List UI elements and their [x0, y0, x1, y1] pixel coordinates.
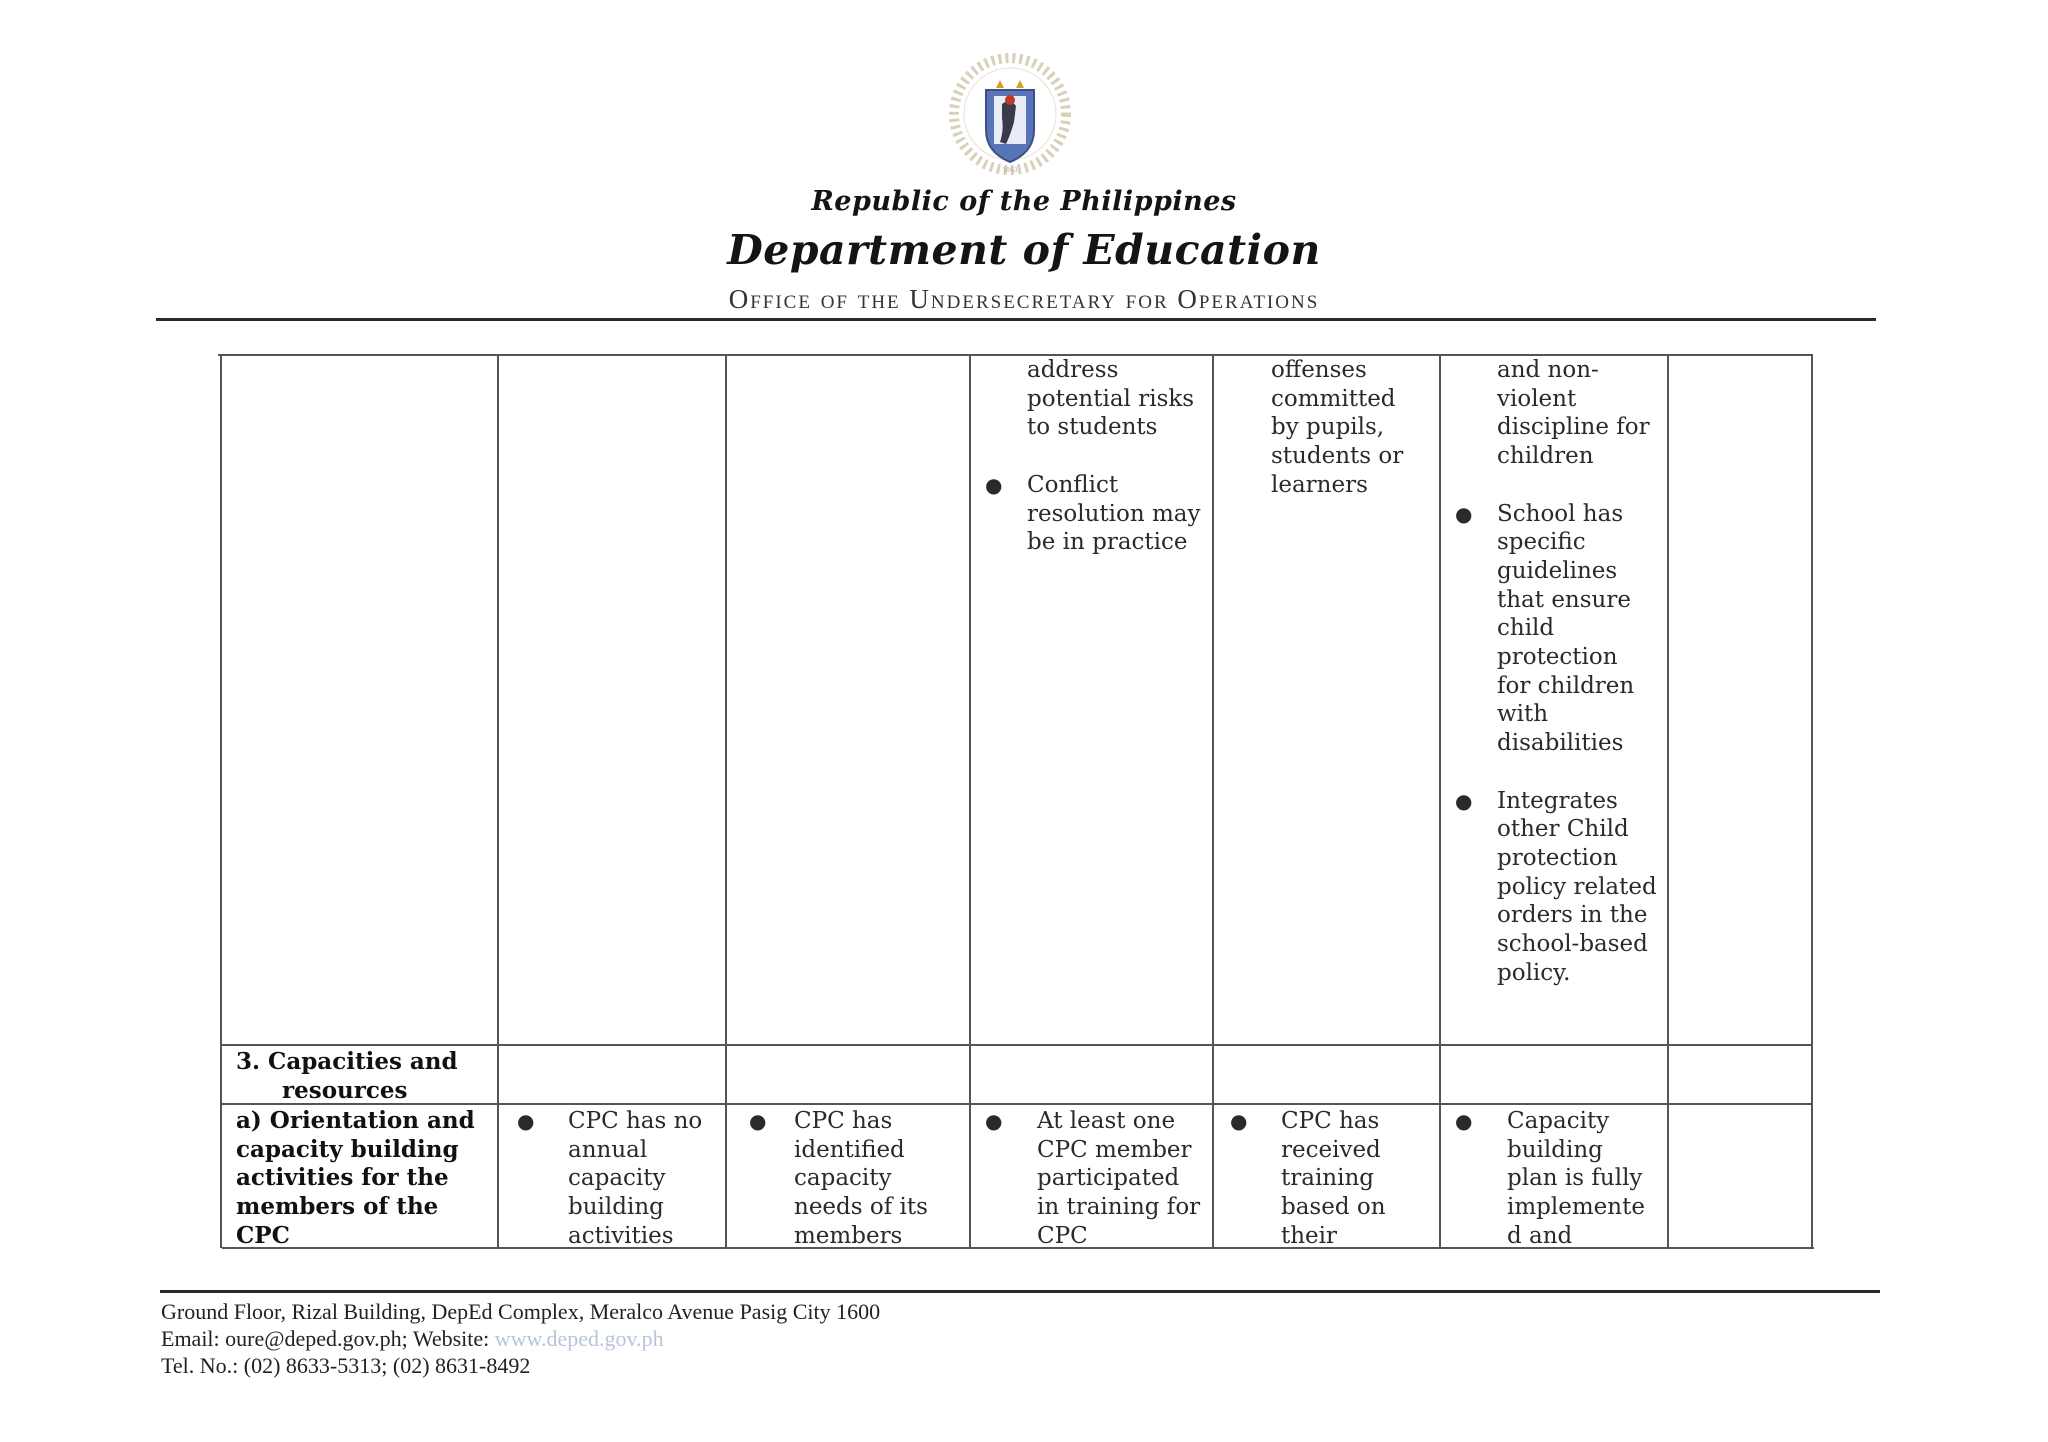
svg-text:1863: 1863 [1002, 167, 1018, 174]
table-cell [517, 1107, 718, 1251]
footer-address: Ground Floor, Rizal Building, DepEd Complex, Meralco Avenue Pasig City 1600 [161, 1299, 881, 1324]
table-cell [985, 1107, 1207, 1251]
list-item [1027, 356, 1202, 442]
cell-text: School has specific guidelines that ensure child protection for children with disabilities [1497, 500, 1635, 757]
bullet-icon: ● [1455, 501, 1473, 526]
bullet-icon: ● [1455, 1109, 1473, 1133]
footer-website-link[interactable]: www.deped.gov.ph [494, 1326, 664, 1351]
header-rule [156, 318, 1876, 321]
footer-rule [160, 1290, 1880, 1293]
deped-seal-logo [944, 52, 1076, 176]
row-label [236, 1107, 486, 1251]
footer-email-line [161, 1325, 880, 1352]
list-item [749, 1107, 964, 1251]
cell-text: At least one CPC member participated in training for CPC [1037, 1108, 1201, 1249]
table-cell [1455, 1107, 1657, 1251]
bullet-icon: ● [749, 1109, 767, 1133]
table-row-divider [222, 1044, 1812, 1046]
table-col-divider [1667, 356, 1669, 1248]
cell-text: CPC has received training based on their [1281, 1108, 1386, 1249]
cell-text: CPC has identified capacity needs of its members [794, 1108, 928, 1249]
list-item [985, 471, 1202, 557]
footer-tel: Tel. No.: (02) 8633-5313; (02) 8631-8492 [161, 1353, 531, 1378]
list-item [1455, 787, 1657, 988]
section-heading [236, 1048, 532, 1105]
department-title: Department of Education [727, 226, 1321, 274]
table-border-right [1811, 354, 1813, 1248]
bullet-icon: ● [985, 472, 1003, 497]
cell-text: address potential risks to students [1027, 357, 1195, 441]
footer-contact [161, 1298, 880, 1379]
table-col-divider [1212, 356, 1214, 1248]
cell-text: Conflict resolution may be in practice [1027, 471, 1201, 556]
footer-email: Email: oure@deped.gov.ph; Website: [161, 1326, 495, 1351]
republic-title: Republic of the Philippines [811, 186, 1237, 217]
bullet-icon: ● [985, 1109, 1003, 1133]
bullet-icon: ● [517, 1109, 535, 1133]
bullet-icon: ● [1455, 788, 1473, 813]
table-cell [1271, 356, 1421, 500]
section-label: 3. Capacities and resources [236, 1048, 458, 1104]
list-item [1455, 1107, 1657, 1251]
table-col-divider [220, 356, 222, 1248]
list-item [1230, 1107, 1431, 1251]
list-item [517, 1107, 718, 1251]
table-cell [749, 1107, 964, 1251]
row-label-text: a) Orientation and capacity building activities for the members of the CPC [236, 1107, 475, 1249]
cell-text: CPC has no annual capacity building activities [568, 1108, 703, 1249]
table-col-divider [1439, 356, 1441, 1248]
list-item [985, 1107, 1207, 1251]
table-cell [1455, 356, 1657, 987]
table-cell [1230, 1107, 1431, 1251]
list-item [1455, 500, 1657, 758]
table-cell [985, 356, 1202, 557]
cell-text: and non-violent discipline for children [1497, 357, 1650, 470]
table-col-divider [725, 356, 727, 1248]
office-subtitle: Office of the Undersecretary for Operations [728, 284, 1320, 314]
cell-text: Integrates other Child protection policy related orders in the school-based policy. [1497, 787, 1657, 986]
cell-text: offenses committed by pupils, students or learners [1271, 357, 1404, 498]
bullet-icon: ● [1230, 1109, 1248, 1133]
list-item [1497, 356, 1657, 471]
cell-text: Capacity building plan is fully implemente d and [1507, 1108, 1645, 1249]
table-col-divider [969, 356, 971, 1248]
table-col-divider [497, 356, 499, 1248]
